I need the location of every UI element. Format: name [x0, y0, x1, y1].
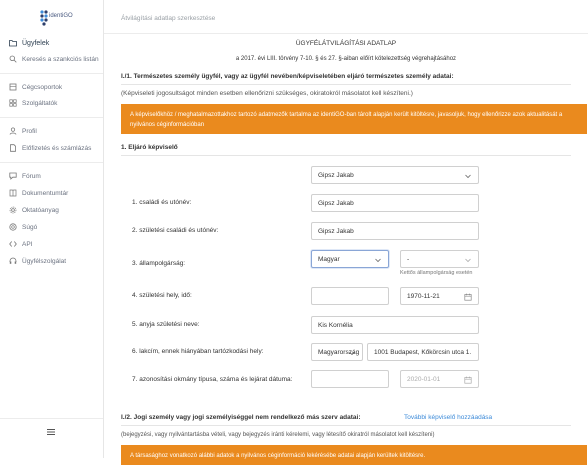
sidebar-item-forum[interactable] — [9, 170, 41, 182]
row-label-citizenship: 3. állampolgárság: — [132, 260, 186, 267]
id-expiry-field-value: 2020-01-01 — [407, 375, 441, 383]
chevron-down-icon — [464, 172, 472, 180]
chevron-down-icon — [464, 256, 472, 264]
gear-icon — [9, 206, 17, 214]
country-select-value: Magyarország — [318, 348, 360, 356]
logo[interactable] — [39, 8, 71, 28]
birth-date-field[interactable] — [400, 287, 479, 305]
menu-icon[interactable] — [46, 428, 56, 436]
sidebar-item-elofizetes[interactable] — [9, 142, 91, 154]
second-citizenship-select-value: - — [407, 255, 410, 263]
sidebar-item-dokumentumtar[interactable] — [9, 187, 68, 199]
form-subtitle: a 2017. évi LIII. törvény 7-10. § és 27. §-aiban előírt kötelezettség végrehajtásához — [235, 56, 457, 62]
section1-title: I./1. Természetes személy ügyfél, vagy az ügyfél nevében/képviseletében eljáró természetes személy adatai: — [121, 73, 454, 80]
sidebar-item-label: Súgó — [22, 223, 38, 231]
sidebar-item-sugo[interactable] — [9, 221, 37, 233]
sidebar-item-api[interactable] — [9, 238, 32, 250]
add-representative-link[interactable]: További képviselő hozzáadása — [404, 414, 493, 421]
building-icon — [9, 83, 17, 91]
sidebar — [0, 0, 104, 458]
logo-text: identiGO — [49, 13, 73, 19]
sidebar-divider — [0, 73, 103, 74]
sidebar-divider — [0, 162, 103, 163]
divider — [121, 84, 571, 85]
birth-place-field[interactable] — [311, 287, 389, 305]
id-expiry-field[interactable] — [400, 370, 479, 388]
row-label-name: 1. családi és utónév: — [132, 199, 192, 206]
citizenship-select[interactable] — [311, 250, 389, 268]
chevron-down-icon — [348, 349, 356, 357]
name-field-value: Gipsz Jakab — [318, 199, 354, 207]
info-alert: A képviselőkhöz / meghatalmazottakhoz tartozó adatmezők tartalma az identiGO-ban tárolt alapján került kitöltésre, javasoljuk, hogy ellenőrizze azok aktualitását a nyilvános céginformációban — [121, 104, 587, 134]
representative-select[interactable] — [311, 166, 479, 184]
sidebar-item-label: Profil — [22, 127, 37, 135]
info-alert-2: A társasághoz vonatkozó alábbi adatok a nyilvános céginformáció lekérésébe adatai alapján kerültek kitöltésre. — [121, 445, 587, 465]
address-field-value: 1001 Budapest, Kőkörcsin utca 1. — [374, 348, 472, 356]
section2-title: I./2. Jogi személy vagy jogi személyiséggel nem rendelkező más szerv adatai: — [121, 414, 361, 421]
divider — [121, 425, 571, 426]
name-field[interactable] — [311, 194, 479, 212]
sidebar-item-szolgaltatok[interactable] — [9, 97, 57, 109]
sidebar-item-label: Ügyfelek — [22, 39, 50, 47]
section2-note: (bejegyzési, vagy nyilvántartásba vételi, vagy bejegyzés iránti kérelemi, vagy létesítő okiratról másolatot kell készíteni) — [121, 432, 435, 438]
calendar-icon — [464, 376, 472, 384]
row-label-id-document: 7. azonosítási okmány típusa, száma és lejárat dátuma: — [132, 376, 293, 383]
document-icon — [9, 144, 17, 152]
section1-note: (Képviseleti jogosultságot minden esetben ellenőrizni szükséges, okiratokról másolatot kell készíteni.) — [121, 90, 413, 97]
sidebar-item-label: Fórum — [22, 172, 41, 180]
folder-icon — [9, 39, 17, 47]
mother-name-field[interactable] — [311, 316, 479, 334]
row-label-mother-name: 5. anyja születési neve: — [132, 321, 200, 328]
sidebar-item-ugyfelek[interactable] — [9, 37, 49, 49]
dual-citizenship-hint: Kettős állampolgárság esetén — [400, 270, 473, 276]
chat-icon — [9, 172, 17, 180]
divider — [121, 155, 571, 156]
search-icon — [9, 55, 17, 63]
sidebar-divider — [0, 117, 103, 118]
sidebar-item-label: Szolgáltatók — [22, 99, 58, 107]
id-document-field[interactable] — [311, 370, 389, 388]
logo-icon — [39, 9, 49, 26]
row-label-birth-name: 2. születési családi és utónév: — [132, 227, 219, 234]
sidebar-item-label: Dokumentumtár — [22, 189, 69, 197]
row-label-birth-place-date: 4. születési hely, idő: — [132, 292, 192, 299]
sidebar-item-label: API — [22, 240, 33, 248]
birth-date-field-value: 1970-11-21 — [407, 292, 440, 300]
main-content — [104, 0, 588, 458]
grid-icon — [9, 99, 17, 107]
sidebar-item-profil[interactable] — [9, 125, 37, 137]
sidebar-item-label: Keresés a szankciós listán — [22, 55, 99, 63]
sidebar-item-label: Oktatóanyag — [22, 206, 59, 214]
support-icon — [9, 257, 17, 265]
calendar-icon — [464, 293, 472, 301]
citizenship-select-value: Magyar — [318, 255, 340, 263]
birth-name-field[interactable] — [311, 222, 479, 240]
sidebar-item-ugyfelszolgalat[interactable] — [9, 255, 66, 267]
address-field[interactable] — [367, 343, 479, 361]
breadcrumb: Átvilágítási adatlap szerkesztése — [121, 15, 216, 22]
country-select[interactable] — [311, 343, 363, 361]
sidebar-item-label: Ügyfélszolgálat — [22, 257, 67, 265]
mother-name-field-value: Kis Kornélia — [318, 321, 353, 329]
rep-title: 1. Eljáró képviselő — [121, 144, 178, 151]
sidebar-divider — [0, 418, 103, 419]
code-icon — [9, 240, 17, 248]
sidebar-item-label: Cégcsoportok — [22, 83, 63, 91]
sidebar-item-label: Előfizetés és számlázás — [22, 144, 92, 152]
second-citizenship-select[interactable] — [400, 250, 479, 268]
sidebar-item-search-sanctions[interactable] — [9, 53, 99, 65]
sidebar-item-cegcsoportok[interactable] — [9, 81, 62, 93]
book-icon — [9, 189, 17, 197]
sidebar-item-oktatoanyag[interactable] — [9, 204, 59, 216]
birth-name-field-value: Gipsz Jakab — [318, 227, 354, 235]
row-label-address: 6. lakcím, ennek hiányában tartózkodási hely: — [132, 348, 264, 355]
breadcrumb-bar — [104, 0, 588, 34]
form-title: ÜGYFÉLÁTVILÁGÍTÁSI ADATLAP — [295, 40, 397, 47]
user-icon — [9, 127, 17, 135]
representative-select-value: Gipsz Jakab — [318, 171, 354, 179]
help-icon — [9, 223, 17, 231]
chevron-down-icon — [374, 256, 382, 264]
